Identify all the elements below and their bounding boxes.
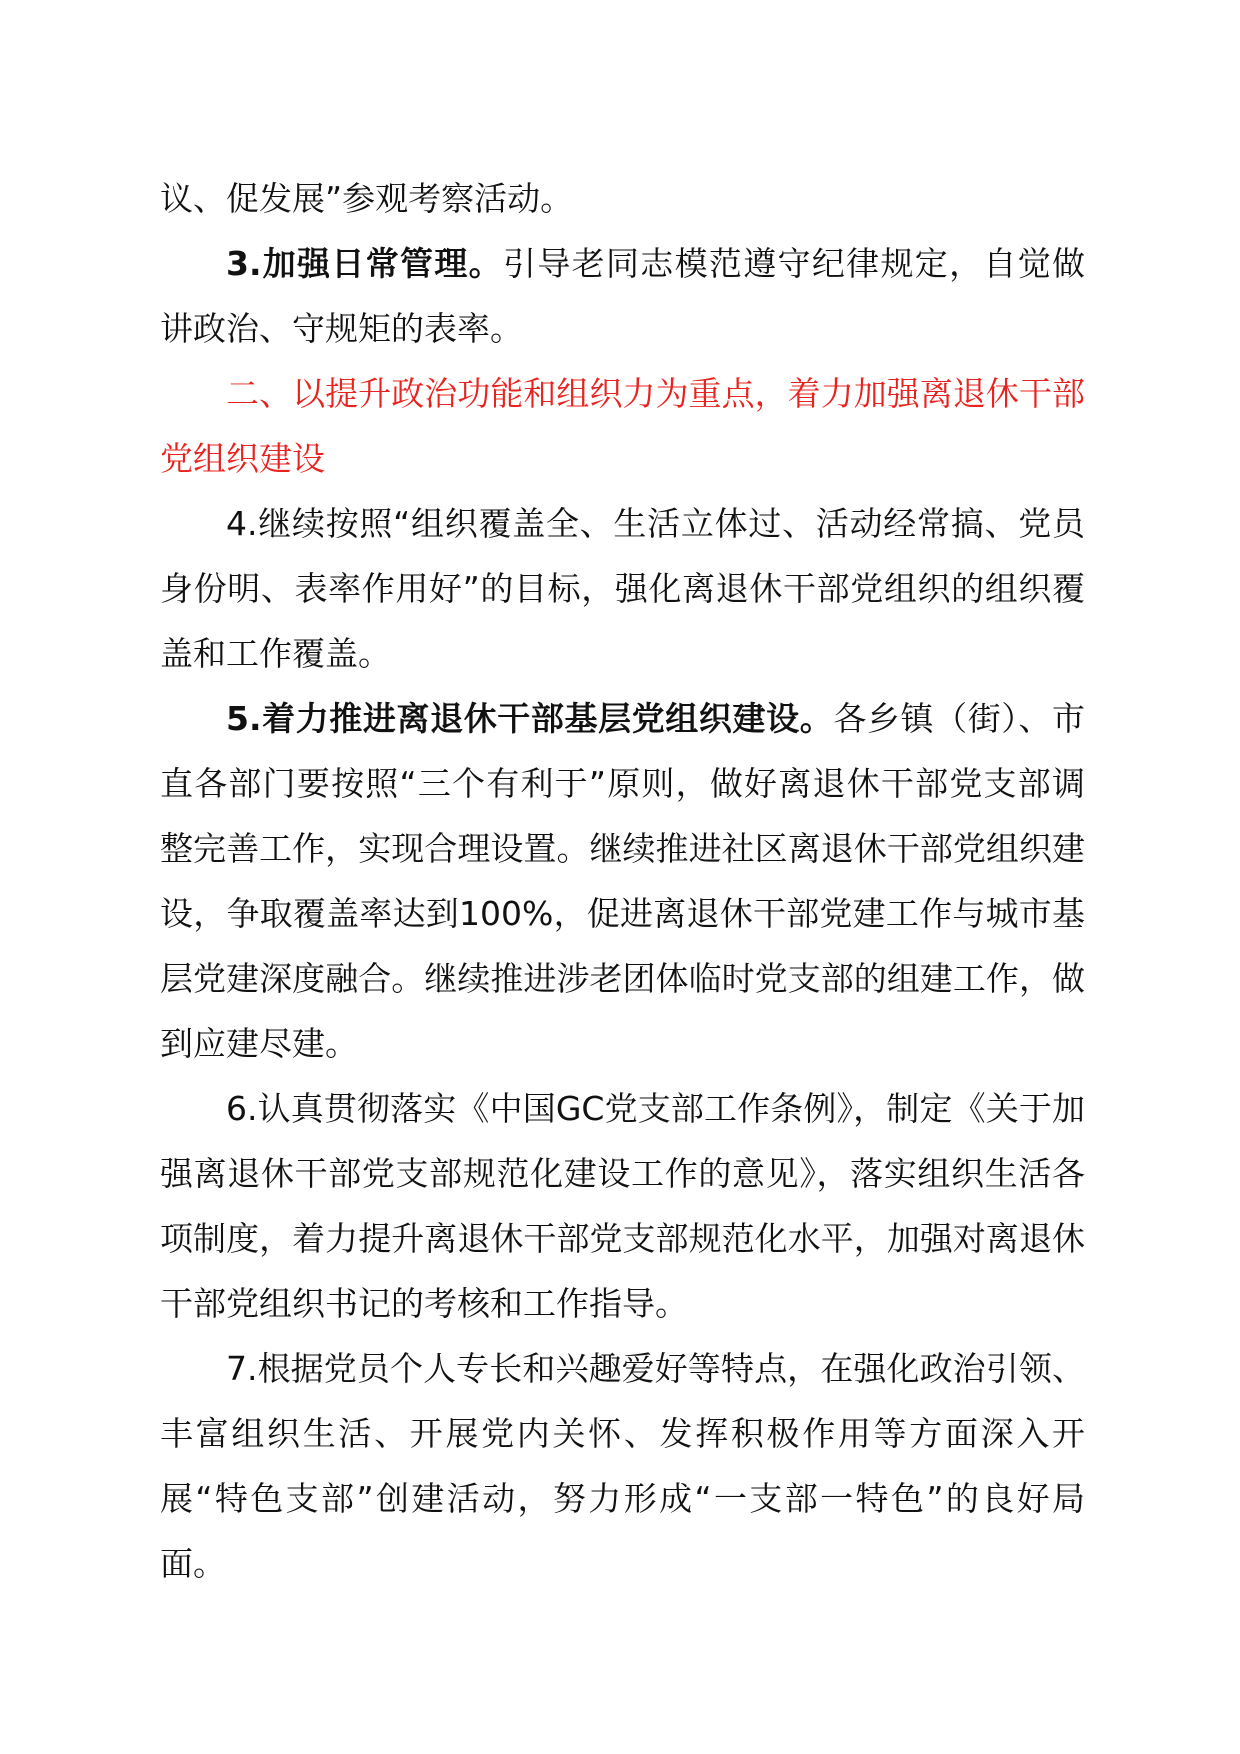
- paragraph-item-5: [160, 686, 1085, 1076]
- paragraph-item-4: 4.继续按照“组织覆盖全、生活立体过、活动经常搞、党员身份明、表率作用好”的目标，强化离退休干部党组织的组织覆盖和工作覆盖。: [160, 504, 1085, 673]
- section-heading-2: 二、以提升政治功能和组织力为重点，着力加强离退休干部党组织建设: [160, 374, 1085, 478]
- item-5-lead: 5.着力推进离退休干部基层党组织建设。: [226, 699, 834, 738]
- paragraph-item-6: 6.认真贯彻落实《中国GC党支部工作条例》，制定《关于加强离退休干部党支部规范化建设工作的意见》，落实组织生活各项制度，着力提升离退休干部党支部规范化水平，加强对离退休干部党组织书记的考核和工作指导。: [160, 1089, 1085, 1323]
- item-3-lead: 3.加强日常管理。: [226, 244, 503, 283]
- item-5-body: 各乡镇（街）、市直各部门要按照“三个有利于”原则，做好离退休干部党支部调整完善工作，实现合理设置。继续推进社区离退休干部党组织建设，争取覆盖率达到100%，促进离退休干部党建工作与城市基层党建深度融合。继续推进涉老团体临时党支部的组建工作，做到应建尽建。: [160, 699, 1086, 1063]
- document-page: [160, 166, 1085, 1596]
- item-3-body: 引导老同志模范遵守纪律规定，自觉做讲政治、守规矩的表率。: [160, 244, 1085, 348]
- paragraph-item-3: [160, 231, 1085, 361]
- paragraph-continuation: 议、促发展”参观考察活动。: [160, 179, 574, 218]
- paragraph-item-7: 7.根据党员个人专长和兴趣爱好等特点，在强化政治引领、丰富组织生活、开展党内关怀、发挥积极作用等方面深入开展“特色支部”创建活动，努力形成“一支部一特色”的良好局面。: [160, 1349, 1085, 1583]
